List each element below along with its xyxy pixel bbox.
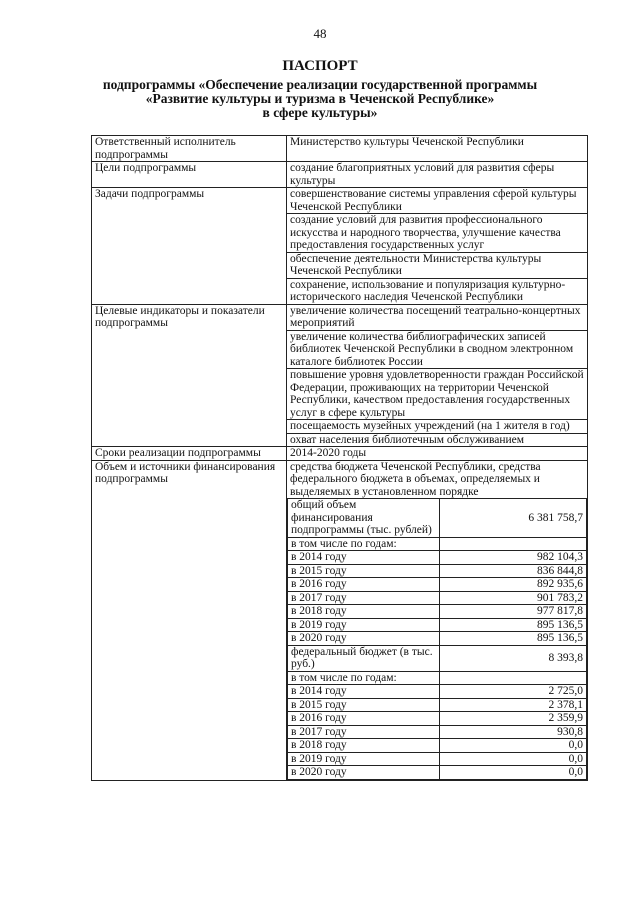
year-label: в 2016 году bbox=[288, 578, 440, 592]
year-label: в 2020 году bbox=[288, 766, 440, 780]
year-amount: 892 935,6 bbox=[440, 578, 587, 592]
year-amount: 0,0 bbox=[440, 752, 587, 766]
year-amount: 982 104,3 bbox=[440, 551, 587, 565]
federal-row bbox=[288, 739, 587, 753]
row-label: Сроки реализации подпрограммы bbox=[92, 447, 287, 461]
indicator-item: охват населения библиотечным обслуживанием bbox=[287, 433, 587, 447]
finance-intro: средства бюджета Чеченской Республики, средства федерального бюджета в объемах, определяемых и выделяемых в установленном порядке bbox=[290, 460, 541, 498]
subtitle-line: «Развитие культуры и туризма в Чеченской Республике» bbox=[145, 91, 495, 106]
indicators-list bbox=[287, 304, 588, 447]
year-amount: 977 817,8 bbox=[440, 605, 587, 619]
row-finance bbox=[92, 460, 588, 780]
finance-row bbox=[288, 564, 587, 578]
year-label: в 2018 году bbox=[288, 739, 440, 753]
year-label: в 2020 году bbox=[288, 632, 440, 646]
row-indicators bbox=[92, 304, 588, 447]
year-label: в 2017 году bbox=[288, 591, 440, 605]
row-value: Министерство культуры Чеченской Республики bbox=[287, 136, 588, 162]
year-amount: 2 725,0 bbox=[440, 685, 587, 699]
finance-row bbox=[288, 591, 587, 605]
task-item: обеспечение деятельности Министерства культуры Чеченской Республики bbox=[287, 252, 587, 278]
federal-total-row bbox=[288, 645, 587, 671]
indicator-item: повышение уровня удовлетворенности граждан Российской Федерации, проживающих на территории Чеченской Республики, качеством предоставления государственных услуг в сфере культуры bbox=[287, 368, 587, 419]
document-subtitle bbox=[60, 78, 580, 120]
indicator-item: посещаемость музейных учреждений (на 1 жителя в год) bbox=[287, 419, 587, 433]
year-label: в 2014 году bbox=[288, 551, 440, 565]
federal-value: 8 393,8 bbox=[440, 645, 587, 671]
row-label: Цели подпрограммы bbox=[92, 162, 287, 188]
row-value: создание благоприятных условий для развития сферы культуры bbox=[287, 162, 588, 188]
finance-total-row bbox=[288, 499, 587, 538]
subtitle-line: подпрограммы «Обеспечение реализации государственной программы bbox=[102, 77, 538, 92]
federal-label: федеральный бюджет (в тыс. руб.) bbox=[288, 645, 440, 671]
finance-row bbox=[288, 605, 587, 619]
finance-row bbox=[288, 618, 587, 632]
year-amount: 2 378,1 bbox=[440, 698, 587, 712]
federal-row bbox=[288, 766, 587, 780]
subtitle-line: в сфере культуры» bbox=[262, 105, 378, 120]
finance-by-years-label: в том числе по годам: bbox=[288, 537, 440, 551]
row-terms bbox=[92, 447, 588, 461]
year-amount: 0,0 bbox=[440, 766, 587, 780]
row-executor bbox=[92, 136, 588, 162]
task-item: совершенствование системы управления сферой культуры Чеченской Республики bbox=[290, 188, 577, 213]
tasks-list bbox=[287, 188, 588, 305]
row-label: Целевые индикаторы и показатели подпрограммы bbox=[92, 304, 287, 447]
year-amount: 901 783,2 bbox=[440, 591, 587, 605]
row-label: Ответственный исполнитель подпрограммы bbox=[92, 136, 287, 162]
federal-row bbox=[288, 698, 587, 712]
page-number: 48 bbox=[313, 26, 327, 41]
year-label: в 2017 году bbox=[288, 725, 440, 739]
finance-row bbox=[288, 632, 587, 646]
indicator-item: увеличение количества посещений театрально-концертных мероприятий bbox=[290, 304, 581, 329]
year-amount: 930,8 bbox=[440, 725, 587, 739]
row-goals bbox=[92, 162, 588, 188]
year-amount: 895 136,5 bbox=[440, 632, 587, 646]
year-label: в 2019 году bbox=[288, 618, 440, 632]
federal-row bbox=[288, 725, 587, 739]
row-label: Объем и источники финансирования подпрограммы bbox=[92, 460, 287, 780]
finance-table bbox=[287, 498, 587, 780]
year-label: в 2015 году bbox=[288, 564, 440, 578]
empty-amount-cell bbox=[440, 537, 587, 551]
finance-total-value: 6 381 758,7 bbox=[440, 499, 587, 538]
document-title: ПАСПОРТ bbox=[282, 58, 358, 74]
task-item: создание условий для развития профессионального искусства и народного творчества, улучшение качества предоставления государственных услуг bbox=[287, 213, 587, 252]
year-amount: 0,0 bbox=[440, 739, 587, 753]
year-amount: 836 844,8 bbox=[440, 564, 587, 578]
year-label: в 2018 году bbox=[288, 605, 440, 619]
row-value: 2014-2020 годы bbox=[287, 447, 588, 461]
finance-row bbox=[288, 551, 587, 565]
year-label: в 2019 году bbox=[288, 752, 440, 766]
federal-row bbox=[288, 752, 587, 766]
federal-by-years-label: в том числе по годам: bbox=[288, 671, 440, 685]
year-amount: 2 359,9 bbox=[440, 712, 587, 726]
year-label: в 2014 году bbox=[288, 685, 440, 699]
empty-amount-cell bbox=[440, 671, 587, 685]
year-label: в 2016 году bbox=[288, 712, 440, 726]
finance-row bbox=[288, 671, 587, 685]
finance-cell bbox=[287, 460, 588, 780]
federal-row bbox=[288, 685, 587, 699]
indicator-item: увеличение количества библиографических записей библиотек Чеченской Республики в сводном электронном каталоге библиотек России bbox=[287, 330, 587, 369]
federal-row bbox=[288, 712, 587, 726]
row-label: Задачи подпрограммы bbox=[92, 188, 287, 305]
passport-table bbox=[91, 135, 588, 781]
finance-row bbox=[288, 537, 587, 551]
year-label: в 2015 году bbox=[288, 698, 440, 712]
finance-row bbox=[288, 578, 587, 592]
row-tasks bbox=[92, 188, 588, 305]
task-item: сохранение, использование и популяризация культурно-исторического наследия Чеченской Республики bbox=[287, 278, 587, 304]
finance-total-label: общий объем финансирования подпрограммы (тыс. рублей) bbox=[288, 499, 440, 538]
year-amount: 895 136,5 bbox=[440, 618, 587, 632]
